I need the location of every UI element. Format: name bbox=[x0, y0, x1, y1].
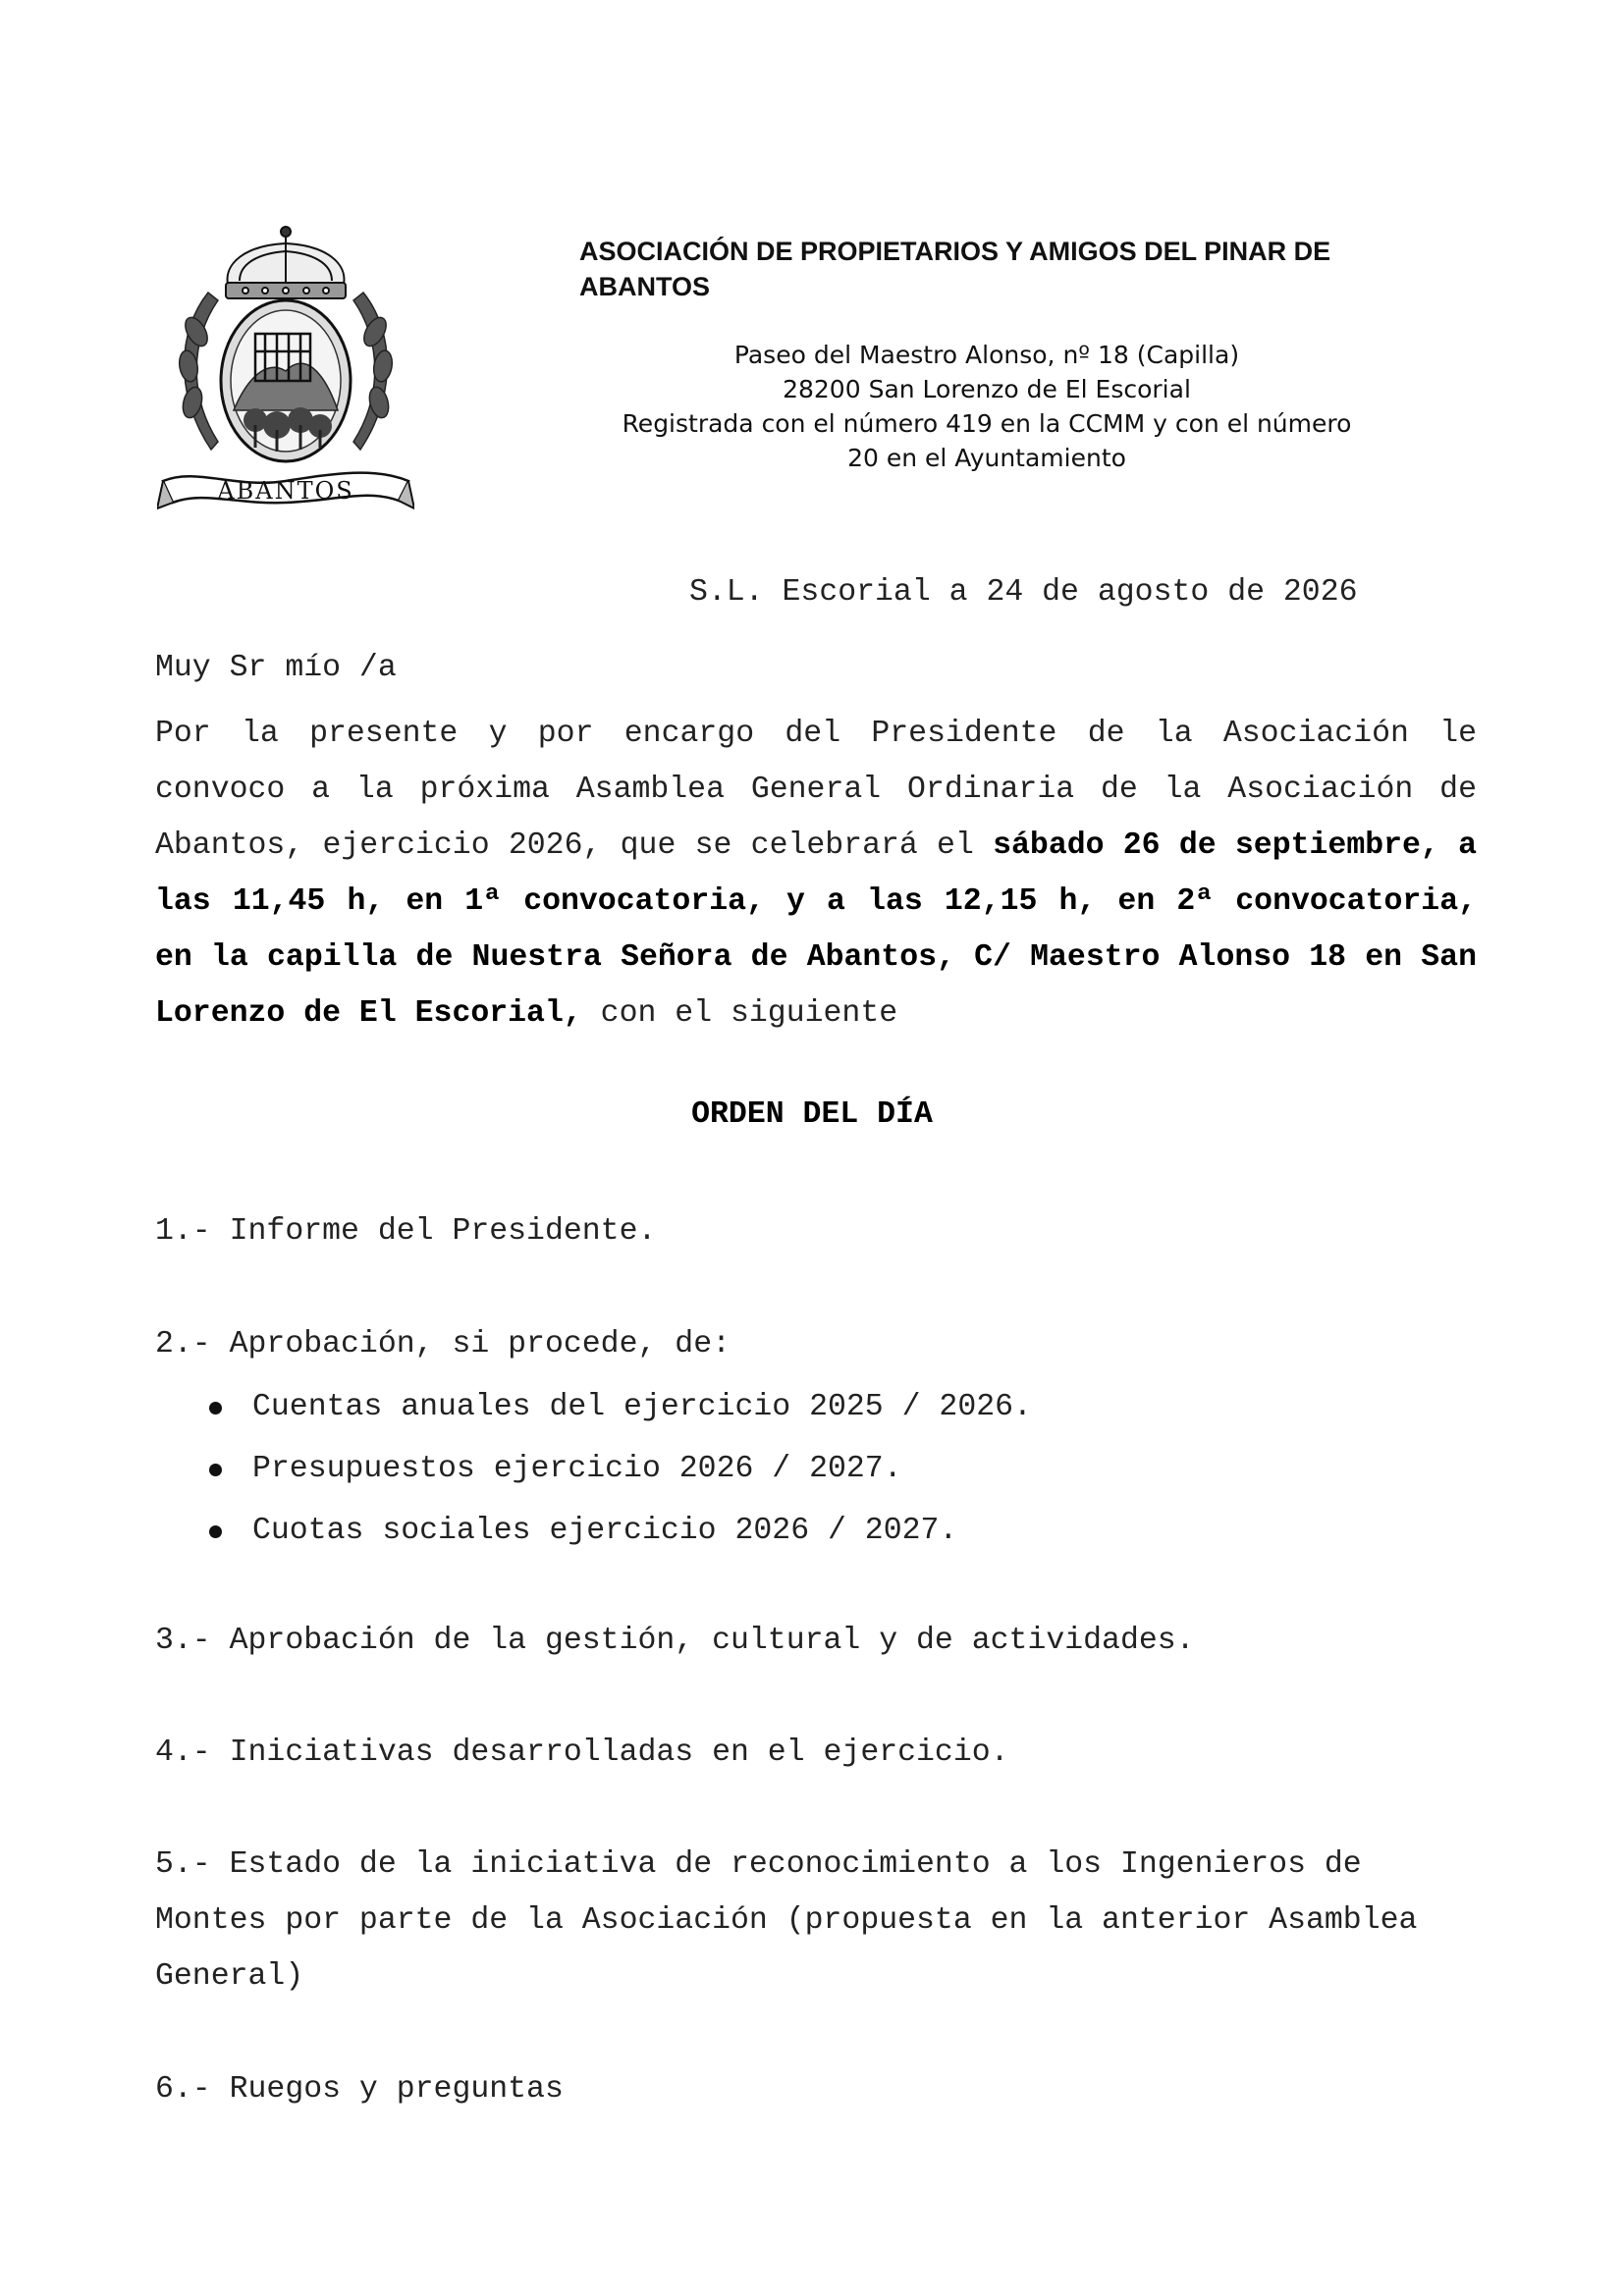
list-item bbox=[201, 1500, 1032, 1562]
sub-item-text: Cuotas sociales ejercicio 2026 / 2027. bbox=[252, 1514, 958, 1548]
greeting: Muy Sr mío /a bbox=[155, 651, 397, 685]
agenda-item: 5.- Estado de la iniciativa de reconocimiento a los Ingenieros de Montes por parte de la Asociación (propuesta en la anterior Asamblea General) bbox=[155, 1847, 1418, 1994]
letter-date: S.L. Escorial a 24 de agosto de 2026 bbox=[689, 575, 1358, 610]
meeting-details: sábado 26 de septiembre, a las 11,45 h, en 1ª convocatoria, y a las 12,15 h, en 2ª convocatoria, en la capilla de Nuestra Señora de Abantos, C/ Maestro Alonso 18 en San Lorenzo de El Escorial, bbox=[155, 828, 1477, 1031]
agenda-sub-items bbox=[201, 1376, 1032, 1562]
agenda-item: 1.- Informe del Presidente. bbox=[155, 1214, 657, 1249]
agenda-heading: ORDEN DEL DÍA bbox=[691, 1097, 933, 1132]
sub-item-text: Presupuestos ejercicio 2026 / 2027. bbox=[252, 1452, 902, 1486]
address-line: Registrada con el número 419 en la CCMM y con el número bbox=[622, 409, 1352, 438]
address-line: 28200 San Lorenzo de El Escorial bbox=[783, 375, 1191, 403]
agenda-item: 2.- Aprobación, si procede, de: bbox=[155, 1327, 731, 1362]
agenda-item: 6.- Ruegos y preguntas bbox=[155, 2072, 564, 2107]
organization-address bbox=[555, 338, 1419, 475]
address-line: Paseo del Maestro Alonso, nº 18 (Capilla) bbox=[733, 341, 1240, 369]
intro-paragraph bbox=[155, 706, 1477, 1041]
address-line: 20 en el Ayuntamiento bbox=[847, 444, 1126, 472]
bullet-icon bbox=[209, 1464, 222, 1476]
list-item bbox=[201, 1376, 1032, 1438]
bullet-icon bbox=[209, 1525, 222, 1538]
abantos-coat-of-arms-logo bbox=[157, 224, 414, 518]
sub-item-text: Cuentas anuales del ejercicio 2025 / 2026. bbox=[252, 1390, 1032, 1424]
agenda-item: 4.- Iniciativas desarrolladas en el ejercicio. bbox=[155, 1735, 1009, 1770]
agenda-item: 3.- Aprobación de la gestión, cultural y de actividades. bbox=[155, 1624, 1195, 1658]
intro-closing: con el siguiente bbox=[581, 996, 898, 1031]
intro-text: Por la presente y por encargo del Presidente de la Asociación le convoco a la próxima Asamblea General Ordinaria de la Asociación de Abantos, ejercicio 2026, que se celebrará el bbox=[155, 717, 1477, 863]
organization-name: ASOCIACIÓN DE PROPIETARIOS Y AMIGOS DEL PINAR DE ABANTOS bbox=[579, 237, 1331, 301]
bullet-icon bbox=[209, 1402, 222, 1415]
logo-banner-text: ABANTOS bbox=[217, 477, 354, 505]
list-item bbox=[201, 1438, 1032, 1500]
